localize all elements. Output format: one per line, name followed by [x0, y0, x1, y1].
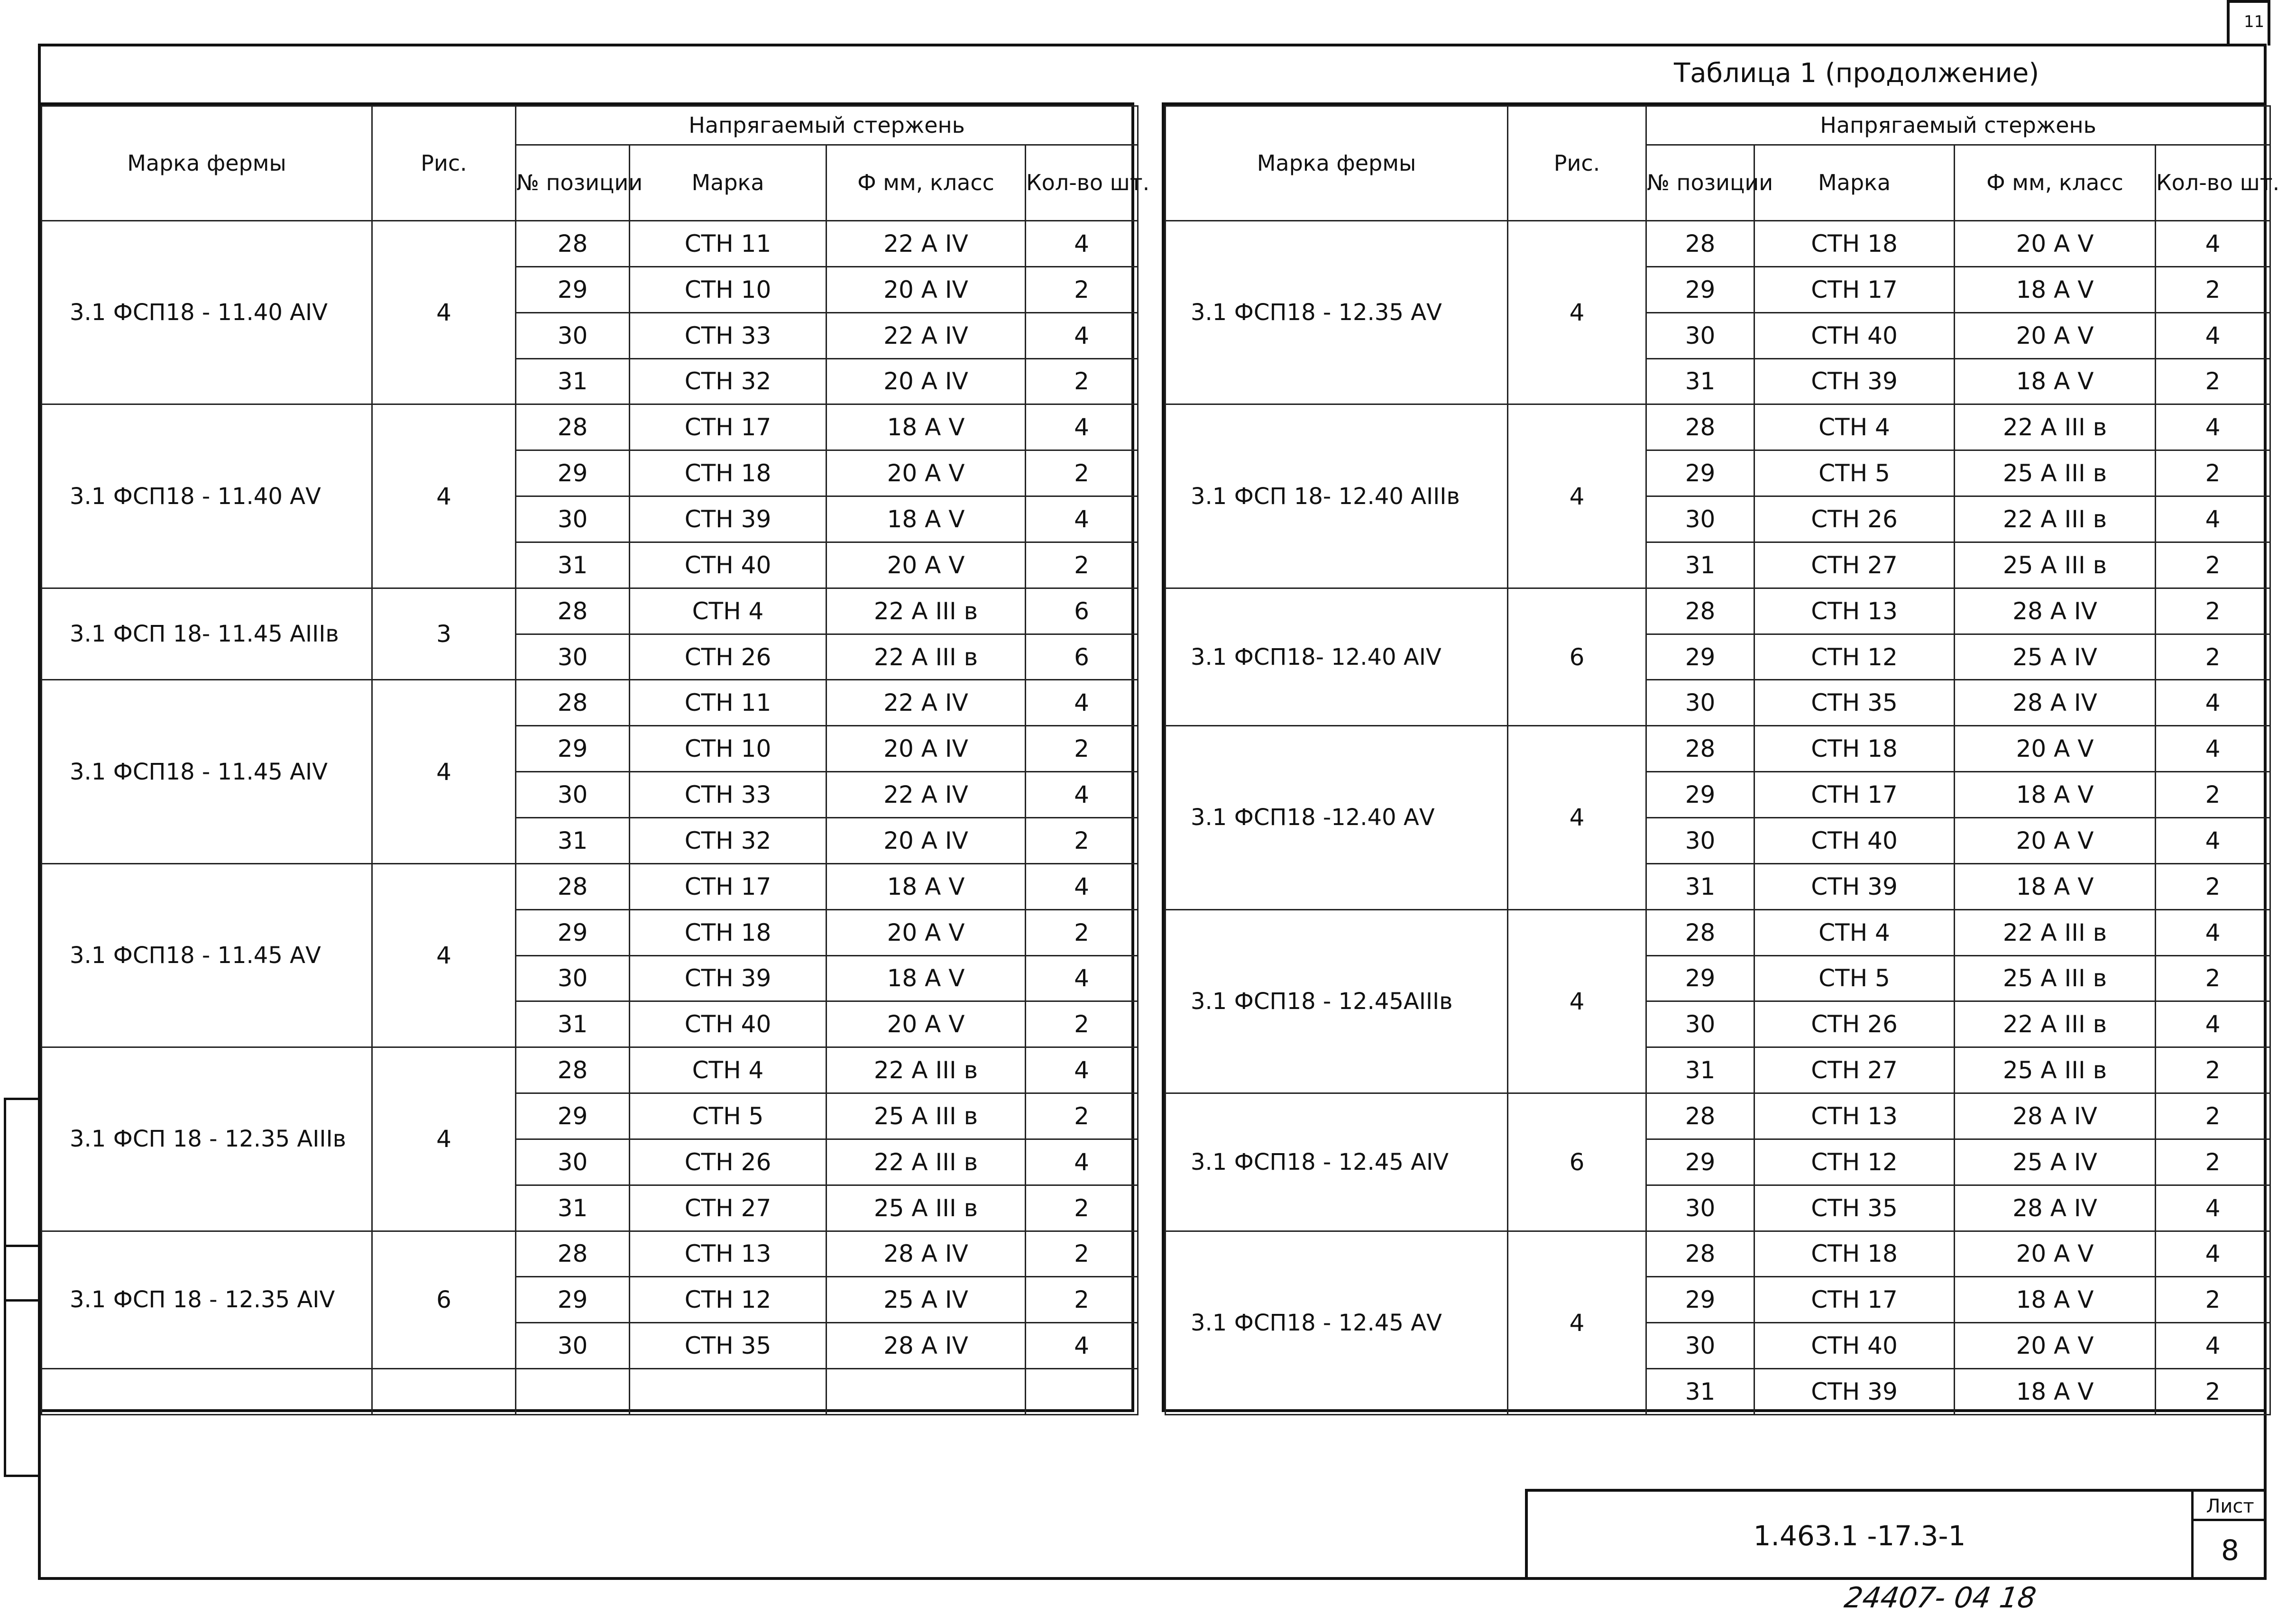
empty-row: [42, 1369, 1138, 1415]
diameter-class-cell: 22 А III в: [827, 1047, 1026, 1093]
figure-cell: 4: [372, 680, 516, 863]
quantity-cell: 2: [1026, 542, 1138, 588]
position-cell: 30: [1646, 1001, 1754, 1047]
rod-mark-cell: СТН 39: [1754, 358, 1955, 404]
position-cell: 29: [1646, 266, 1754, 312]
table-row: [1166, 726, 2270, 772]
rod-mark-cell: СТН 33: [630, 772, 827, 818]
figure-cell: 4: [1508, 726, 1646, 909]
diameter-class-cell: 18 А V: [1955, 266, 2156, 312]
rod-mark-cell: СТН 40: [1754, 312, 1955, 358]
diameter-class-cell: 22 А III в: [827, 588, 1026, 634]
diameter-class-cell: 20 А IV: [827, 266, 1026, 312]
diameter-class-cell: 22 А III в: [1955, 1001, 2156, 1047]
diameter-class-cell: 20 А V: [1955, 726, 2156, 772]
truss-mark-cell: 3.1 ФСП18 - 11.40 АV: [42, 404, 372, 588]
diameter-class-cell: 18 А V: [1955, 1277, 2156, 1323]
position-cell: 31: [1646, 542, 1754, 588]
position-cell: 31: [516, 817, 630, 863]
table-caption: Таблица 1 (продолжение): [1674, 58, 2039, 89]
header-diameter-class: Ф мм, класс: [1955, 145, 2156, 221]
diameter-class-cell: 22 А IV: [827, 312, 1026, 358]
position-cell: 30: [1646, 680, 1754, 726]
position-cell: 30: [516, 634, 630, 680]
position-cell: 28: [516, 863, 630, 909]
rod-mark-cell: СТН 33: [630, 312, 827, 358]
quantity-cell: 4: [1026, 772, 1138, 818]
diameter-class-cell: 25 А III в: [1955, 955, 2156, 1001]
diameter-class-cell: 22 А IV: [827, 221, 1026, 267]
table-row: [42, 1231, 1138, 1277]
rod-mark-cell: СТН 39: [1754, 863, 1955, 909]
rod-mark-cell: СТН 4: [630, 588, 827, 634]
rod-mark-cell: СТН 18: [1754, 1231, 1955, 1277]
quantity-cell: 2: [2156, 266, 2270, 312]
rod-mark-cell: СТН 35: [1754, 1185, 1955, 1231]
diameter-class-cell: 28 А IV: [827, 1231, 1026, 1277]
title-block: [1525, 1489, 2267, 1580]
rod-mark-cell: СТН 26: [630, 1139, 827, 1185]
figure-cell: 4: [372, 863, 516, 1047]
position-cell: 31: [1646, 1369, 1754, 1415]
rod-mark-cell: СТН 17: [1754, 772, 1955, 818]
position-cell: 29: [1646, 634, 1754, 680]
position-cell: 30: [1646, 1323, 1754, 1369]
position-cell: 28: [1646, 1093, 1754, 1139]
truss-mark-cell: 3.1 ФСП 18 - 12.35 АIV: [42, 1231, 372, 1369]
truss-mark-cell: 3.1 ФСП18 - 11.40 АIV: [42, 221, 372, 404]
binding-strip-divider: [6, 1299, 40, 1302]
diameter-class-cell: 25 А IV: [827, 1277, 1026, 1323]
quantity-cell: 2: [1026, 817, 1138, 863]
rod-mark-cell: СТН 4: [1754, 404, 1955, 450]
quantity-cell: 2: [2156, 955, 2270, 1001]
position-cell: 28: [516, 680, 630, 726]
quantity-cell: 2: [1026, 450, 1138, 496]
position-cell: 30: [516, 496, 630, 542]
diameter-class-cell: 20 А V: [827, 450, 1026, 496]
position-cell: 28: [516, 404, 630, 450]
rod-mark-cell: СТН 26: [1754, 496, 1955, 542]
position-cell: 31: [1646, 358, 1754, 404]
position-cell: 29: [516, 266, 630, 312]
header-figure: Рис.: [1508, 106, 1646, 221]
diameter-class-cell: 18 А V: [1955, 358, 2156, 404]
rod-mark-cell: СТН 32: [630, 817, 827, 863]
diameter-class-cell: 18 А V: [827, 404, 1026, 450]
quantity-cell: 4: [1026, 312, 1138, 358]
table-row: [42, 680, 1138, 726]
right-table: [1162, 102, 2280, 1412]
figure-cell: 4: [1508, 221, 1646, 404]
diameter-class-cell: 25 А III в: [827, 1185, 1026, 1231]
truss-mark-cell: 3.1 ФСП18 - 12.35 АV: [1166, 221, 1508, 404]
table-row: [1166, 588, 2270, 634]
rod-mark-cell: СТН 13: [1754, 1093, 1955, 1139]
figure-cell: 4: [1508, 909, 1646, 1093]
quantity-cell: 2: [1026, 1231, 1138, 1277]
position-cell: 30: [516, 312, 630, 358]
rod-mark-cell: СТН 27: [1754, 1047, 1955, 1093]
quantity-cell: 2: [1026, 726, 1138, 772]
position-cell: 28: [1646, 404, 1754, 450]
quantity-cell: 2: [2156, 358, 2270, 404]
rod-mark-cell: СТН 18: [1754, 726, 1955, 772]
sheet-number: 8: [2221, 1534, 2240, 1567]
rod-mark-cell: СТН 18: [1754, 221, 1955, 267]
header-rod-mark: Марка: [630, 145, 827, 221]
quantity-cell: 2: [2156, 863, 2270, 909]
truss-mark-cell: 3.1 ФСП18- 12.40 АIV: [1166, 588, 1508, 726]
figure-cell: 4: [372, 1047, 516, 1231]
position-cell: 30: [516, 1323, 630, 1369]
quantity-cell: 4: [1026, 404, 1138, 450]
diameter-class-cell: 20 А V: [827, 1001, 1026, 1047]
rod-mark-cell: СТН 39: [1754, 1369, 1955, 1415]
rod-mark-cell: СТН 17: [1754, 1277, 1955, 1323]
position-cell: 31: [1646, 1047, 1754, 1093]
quantity-cell: 4: [1026, 863, 1138, 909]
position-cell: 30: [1646, 817, 1754, 863]
position-cell: 30: [1646, 1185, 1754, 1231]
empty-cell: [827, 1369, 1026, 1415]
truss-mark-cell: 3.1 ФСП 18 - 12.35 АIIIв: [42, 1047, 372, 1231]
rod-mark-cell: СТН 12: [630, 1277, 827, 1323]
left-table-body: [42, 106, 1150, 1415]
table-row: [42, 863, 1138, 909]
quantity-cell: 4: [2156, 909, 2270, 955]
position-cell: 30: [516, 1139, 630, 1185]
rod-mark-cell: СТН 39: [630, 496, 827, 542]
quantity-cell: 4: [2156, 1185, 2270, 1231]
figure-cell: 6: [1508, 1093, 1646, 1231]
quantity-cell: 4: [2156, 1323, 2270, 1369]
figure-cell: 4: [1508, 1231, 1646, 1414]
diameter-class-cell: 22 А III в: [827, 1139, 1026, 1185]
rod-mark-cell: СТН 40: [630, 1001, 827, 1047]
diameter-class-cell: 28 А IV: [1955, 1093, 2156, 1139]
header-position: № позиции: [516, 145, 630, 221]
header-figure: Рис.: [372, 106, 516, 221]
figure-cell: 6: [372, 1231, 516, 1369]
archive-number: 24407- 04 18: [1842, 1581, 2039, 1615]
position-cell: 31: [516, 542, 630, 588]
rod-mark-cell: СТН 39: [630, 955, 827, 1001]
table-row: [42, 221, 1138, 267]
position-cell: 31: [516, 1001, 630, 1047]
figure-cell: 4: [1508, 404, 1646, 588]
quantity-cell: 4: [2156, 221, 2270, 267]
quantity-cell: 2: [2156, 588, 2270, 634]
quantity-cell: 2: [2156, 1369, 2270, 1415]
table-row: [1166, 1231, 2270, 1277]
diameter-class-cell: 28 А IV: [1955, 588, 2156, 634]
diameter-class-cell: 18 А V: [1955, 772, 2156, 818]
table-row: [1166, 221, 2270, 267]
diameter-class-cell: 25 А III в: [1955, 1047, 2156, 1093]
position-cell: 31: [1646, 863, 1754, 909]
header-quantity: Кол-во шт.: [1026, 145, 1138, 221]
table-row: [1166, 1093, 2270, 1139]
quantity-cell: 4: [2156, 1001, 2270, 1047]
sheet-label: Лист: [2194, 1492, 2267, 1521]
diameter-class-cell: 22 А IV: [827, 772, 1026, 818]
rod-mark-cell: СТН 26: [1754, 1001, 1955, 1047]
rod-mark-cell: СТН 27: [630, 1185, 827, 1231]
quantity-cell: 2: [2156, 772, 2270, 818]
header-diameter-class: Ф мм, класс: [827, 145, 1026, 221]
rod-mark-cell: СТН 13: [1754, 588, 1955, 634]
diameter-class-cell: 25 А IV: [1955, 634, 2156, 680]
rod-mark-cell: СТН 17: [630, 863, 827, 909]
diameter-class-cell: 18 А V: [827, 863, 1026, 909]
rod-mark-cell: СТН 18: [630, 450, 827, 496]
quantity-cell: 2: [1026, 1001, 1138, 1047]
rod-mark-cell: СТН 35: [630, 1323, 827, 1369]
truss-mark-cell: 3.1 ФСП 18- 12.40 АIIIв: [1166, 404, 1508, 588]
position-cell: 28: [516, 588, 630, 634]
quantity-cell: 2: [1026, 1185, 1138, 1231]
diameter-class-cell: 22 А III в: [1955, 404, 2156, 450]
rod-mark-cell: СТН 18: [630, 909, 827, 955]
figure-cell: 4: [372, 404, 516, 588]
empty-cell: [1026, 1369, 1138, 1415]
rod-mark-cell: СТН 12: [1754, 634, 1955, 680]
truss-mark-cell: 3.1 ФСП18 - 11.45 АV: [42, 863, 372, 1047]
position-cell: 31: [516, 358, 630, 404]
position-cell: 29: [516, 726, 630, 772]
figure-cell: 3: [372, 588, 516, 680]
diameter-class-cell: 20 А V: [1955, 312, 2156, 358]
table-row: [1166, 909, 2270, 955]
corner-mark: 11: [2244, 12, 2265, 31]
rod-mark-cell: СТН 10: [630, 266, 827, 312]
rod-mark-cell: СТН 10: [630, 726, 827, 772]
quantity-cell: 4: [2156, 404, 2270, 450]
position-cell: 28: [1646, 588, 1754, 634]
position-cell: 29: [1646, 772, 1754, 818]
truss-mark-cell: 3.1 ФСП18 - 12.45 АIV: [1166, 1093, 1508, 1231]
quantity-cell: 4: [1026, 1323, 1138, 1369]
diameter-class-cell: 22 А III в: [827, 634, 1026, 680]
diameter-class-cell: 25 А IV: [1955, 1139, 2156, 1185]
rod-mark-cell: СТН 40: [630, 542, 827, 588]
diameter-class-cell: 20 А V: [827, 542, 1026, 588]
position-cell: 30: [1646, 496, 1754, 542]
table-row: [42, 588, 1138, 634]
position-cell: 29: [1646, 1139, 1754, 1185]
diameter-class-cell: 20 А V: [1955, 1231, 2156, 1277]
truss-mark-cell: 3.1 ФСП18 -12.40 АV: [1166, 726, 1508, 909]
diameter-class-cell: 28 А IV: [827, 1323, 1026, 1369]
quantity-cell: 2: [1026, 1093, 1138, 1139]
diameter-class-cell: 20 А IV: [827, 358, 1026, 404]
quantity-cell: 2: [1026, 266, 1138, 312]
quantity-cell: 2: [2156, 1047, 2270, 1093]
right-table-body: [1166, 106, 2280, 1415]
header-quantity: Кол-во шт.: [2156, 145, 2270, 221]
quantity-cell: 4: [2156, 726, 2270, 772]
position-cell: 28: [1646, 1231, 1754, 1277]
corner-mark-box: [2227, 0, 2270, 46]
diameter-class-cell: 25 А III в: [1955, 542, 2156, 588]
binding-strip: [4, 1098, 38, 1477]
rod-mark-cell: СТН 12: [1754, 1139, 1955, 1185]
rod-mark-cell: СТН 26: [630, 634, 827, 680]
diameter-class-cell: 20 А IV: [827, 726, 1026, 772]
quantity-cell: 4: [2156, 496, 2270, 542]
quantity-cell: 4: [1026, 496, 1138, 542]
rod-mark-cell: СТН 4: [630, 1047, 827, 1093]
quantity-cell: 4: [1026, 1139, 1138, 1185]
rod-mark-cell: СТН 4: [1754, 909, 1955, 955]
position-cell: 28: [1646, 909, 1754, 955]
table-row: [1166, 404, 2270, 450]
rod-mark-cell: СТН 40: [1754, 1323, 1955, 1369]
figure-cell: 4: [372, 221, 516, 404]
truss-mark-cell: 3.1 ФСП18 - 12.45АIIIв: [1166, 909, 1508, 1093]
position-cell: 28: [516, 1047, 630, 1093]
diameter-class-cell: 28 А IV: [1955, 1185, 2156, 1231]
diameter-class-cell: 22 А III в: [1955, 496, 2156, 542]
position-cell: 28: [516, 1231, 630, 1277]
quantity-cell: 2: [2156, 1139, 2270, 1185]
diameter-class-cell: 22 А III в: [1955, 909, 2156, 955]
document-code: 1.463.1 -17.3-1: [1528, 1492, 2194, 1580]
quantity-cell: 4: [2156, 1231, 2270, 1277]
quantity-cell: 2: [1026, 909, 1138, 955]
position-cell: 30: [516, 772, 630, 818]
position-cell: 30: [1646, 312, 1754, 358]
rod-mark-cell: СТН 13: [630, 1231, 827, 1277]
header-stressed-rod: Напрягаемый стержень: [1646, 106, 2270, 145]
quantity-cell: 2: [1026, 358, 1138, 404]
position-cell: 31: [516, 1185, 630, 1231]
diameter-class-cell: 18 А V: [1955, 1369, 2156, 1415]
truss-mark-cell: 3.1 ФСП18 - 12.45 АV: [1166, 1231, 1508, 1414]
position-cell: 28: [1646, 726, 1754, 772]
header-truss-mark: Марка фермы: [1166, 106, 1508, 221]
quantity-cell: 4: [1026, 955, 1138, 1001]
figure-cell: 6: [1508, 588, 1646, 726]
diameter-class-cell: 20 А V: [1955, 1323, 2156, 1369]
diameter-class-cell: 28 А IV: [1955, 680, 2156, 726]
diameter-class-cell: 20 А IV: [827, 817, 1026, 863]
position-cell: 29: [516, 909, 630, 955]
rod-mark-cell: СТН 35: [1754, 680, 1955, 726]
position-cell: 29: [1646, 1277, 1754, 1323]
position-cell: 28: [1646, 221, 1754, 267]
header-stressed-rod: Напрягаемый стержень: [516, 106, 1138, 145]
quantity-cell: 2: [2156, 634, 2270, 680]
diameter-class-cell: 18 А V: [1955, 863, 2156, 909]
rod-mark-cell: СТН 5: [630, 1093, 827, 1139]
diameter-class-cell: 25 А III в: [1955, 450, 2156, 496]
header-truss-mark: Марка фермы: [42, 106, 372, 221]
rod-mark-cell: СТН 17: [630, 404, 827, 450]
position-cell: 28: [516, 221, 630, 267]
left-table: [38, 102, 1150, 1412]
position-cell: 29: [1646, 450, 1754, 496]
quantity-cell: 4: [2156, 312, 2270, 358]
rod-mark-cell: СТН 5: [1754, 450, 1955, 496]
empty-cell: [516, 1369, 630, 1415]
truss-mark-cell: 3.1 ФСП18 - 11.45 АIV: [42, 680, 372, 863]
quantity-cell: 4: [2156, 680, 2270, 726]
quantity-cell: 4: [1026, 221, 1138, 267]
table-row: [42, 404, 1138, 450]
quantity-cell: 4: [2156, 817, 2270, 863]
header-rod-mark: Марка: [1754, 145, 1955, 221]
rod-mark-cell: СТН 27: [1754, 542, 1955, 588]
position-cell: 29: [1646, 955, 1754, 1001]
rod-mark-cell: СТН 40: [1754, 817, 1955, 863]
quantity-cell: 2: [2156, 1277, 2270, 1323]
quantity-cell: 2: [2156, 450, 2270, 496]
position-cell: 29: [516, 1277, 630, 1323]
quantity-cell: 2: [2156, 1093, 2270, 1139]
quantity-cell: 4: [1026, 680, 1138, 726]
empty-cell: [42, 1369, 372, 1415]
truss-mark-cell: 3.1 ФСП 18- 11.45 АIIIв: [42, 588, 372, 680]
quantity-cell: 6: [1026, 634, 1138, 680]
diameter-class-cell: 20 А V: [1955, 221, 2156, 267]
diameter-class-cell: 18 А V: [827, 496, 1026, 542]
quantity-cell: 4: [1026, 1047, 1138, 1093]
table-row: [42, 1047, 1138, 1093]
rod-mark-cell: СТН 17: [1754, 266, 1955, 312]
position-cell: 30: [516, 955, 630, 1001]
rod-mark-cell: СТН 5: [1754, 955, 1955, 1001]
position-cell: 29: [516, 450, 630, 496]
position-cell: 29: [516, 1093, 630, 1139]
diameter-class-cell: 25 А III в: [827, 1093, 1026, 1139]
quantity-cell: 2: [2156, 542, 2270, 588]
header-position: № позиции: [1646, 145, 1754, 221]
rod-mark-cell: СТН 11: [630, 221, 827, 267]
diameter-class-cell: 20 А V: [1955, 817, 2156, 863]
rod-mark-cell: СТН 32: [630, 358, 827, 404]
diameter-class-cell: 18 А V: [827, 955, 1026, 1001]
rod-mark-cell: СТН 11: [630, 680, 827, 726]
empty-cell: [372, 1369, 516, 1415]
diameter-class-cell: 22 А IV: [827, 680, 1026, 726]
quantity-cell: 6: [1026, 588, 1138, 634]
diameter-class-cell: 20 А V: [827, 909, 1026, 955]
empty-cell: [630, 1369, 827, 1415]
binding-strip-divider: [6, 1245, 40, 1247]
quantity-cell: 2: [1026, 1277, 1138, 1323]
